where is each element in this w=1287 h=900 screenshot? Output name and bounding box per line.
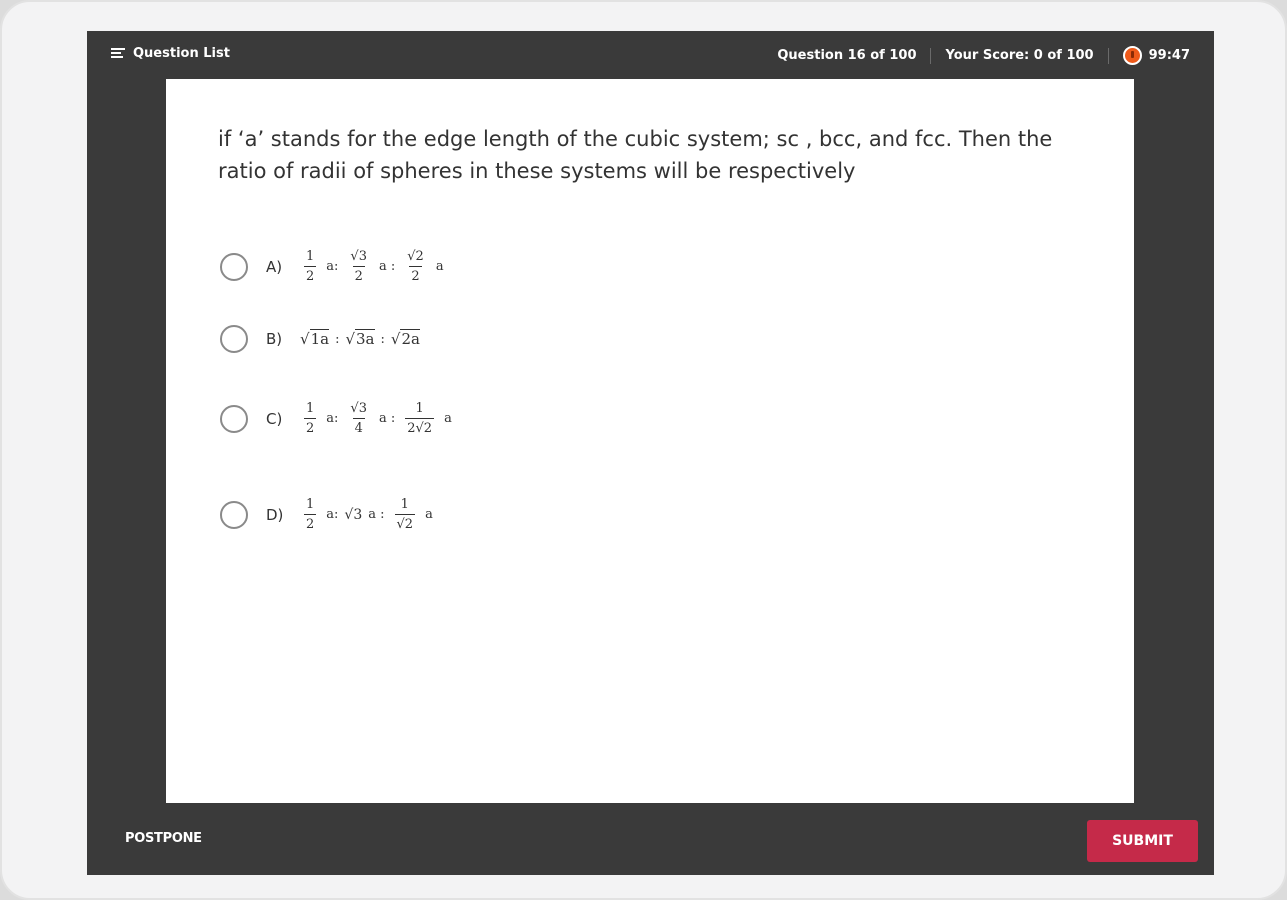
- radical: [391, 330, 420, 348]
- ratio-separator: :: [380, 331, 385, 347]
- fraction: [348, 401, 369, 436]
- radicand: 3a: [356, 330, 375, 348]
- bottom-bar: [87, 803, 1214, 875]
- fraction: [348, 249, 369, 284]
- radicand: 2a: [401, 330, 420, 348]
- fraction: [395, 497, 416, 532]
- numerator: 1: [306, 401, 315, 416]
- divider: [930, 48, 931, 64]
- fraction: [405, 401, 434, 436]
- ratio-separator: a :: [378, 259, 396, 274]
- ratio-separator: a: [435, 259, 444, 274]
- numerator: √3: [350, 401, 367, 416]
- status-area: [777, 46, 1190, 65]
- option-expression: [300, 401, 458, 436]
- divider: [1108, 48, 1109, 64]
- radio-button-icon[interactable]: [220, 253, 248, 281]
- option-a[interactable]: [220, 249, 450, 284]
- radical-term: √3: [344, 506, 363, 523]
- timer-value: 99:47: [1148, 48, 1190, 63]
- radio-button-icon[interactable]: [220, 325, 248, 353]
- ratio-separator: a: [425, 507, 433, 522]
- ratio-separator: a:: [326, 507, 339, 522]
- denominator: 2: [304, 266, 316, 284]
- question-list-label: Question List: [133, 46, 230, 61]
- denominator: 2: [304, 514, 316, 532]
- denominator: 2: [353, 266, 365, 284]
- ratio-separator: a :: [378, 411, 396, 426]
- timer: [1123, 46, 1190, 65]
- submit-button[interactable]: SUBMIT: [1087, 820, 1198, 862]
- postpone-button[interactable]: POSTPONE: [125, 831, 202, 846]
- option-letter: C): [266, 409, 283, 428]
- question-card: [166, 79, 1134, 803]
- numerator: 1: [306, 249, 315, 264]
- radio-button-icon[interactable]: [220, 501, 248, 529]
- radical: [345, 330, 374, 348]
- radicand: 1a: [310, 330, 330, 348]
- fraction: [304, 401, 316, 436]
- denominator: 2: [409, 266, 421, 284]
- ratio-separator: a: [444, 411, 452, 426]
- radical-sign: √: [345, 330, 356, 348]
- option-expression: [300, 497, 439, 532]
- numerator: 1: [415, 401, 424, 416]
- radio-button-icon[interactable]: [220, 405, 248, 433]
- option-letter: A): [266, 257, 283, 276]
- denominator: 4: [353, 418, 365, 436]
- option-b[interactable]: [220, 325, 420, 353]
- option-letter: B): [266, 330, 283, 348]
- option-letter: D): [266, 505, 284, 524]
- option-expression: [300, 330, 420, 348]
- ratio-separator: a:: [326, 411, 339, 426]
- numerator: √2: [407, 249, 424, 264]
- numerator: √3: [350, 249, 367, 264]
- question-text: if ‘a’ stands for the edge length of the cubic system; sc , bcc, and fcc. Then the ratio of radii of spheres in these systems will be respectively: [218, 127, 1053, 183]
- ratio-separator: a :: [368, 507, 385, 522]
- quiz-window: [87, 31, 1214, 875]
- radical-sign: √: [300, 330, 310, 348]
- ratio-separator: a:: [326, 259, 339, 274]
- stopwatch-icon: [1123, 46, 1142, 65]
- top-bar: [87, 31, 1214, 79]
- fraction: [405, 249, 426, 284]
- numerator: 1: [306, 497, 315, 512]
- question-progress: Question 16 of 100: [777, 48, 917, 63]
- radical: [300, 330, 329, 348]
- fraction: [304, 497, 316, 532]
- radical-sign: √: [390, 330, 401, 348]
- option-d[interactable]: [220, 497, 439, 532]
- fraction: [304, 249, 316, 284]
- denominator: √2: [395, 514, 416, 532]
- option-c[interactable]: [220, 401, 458, 436]
- numerator: 1: [400, 497, 409, 512]
- list-icon: [111, 48, 125, 59]
- question-list-button[interactable]: [111, 46, 230, 61]
- ratio-separator: :: [335, 331, 340, 347]
- score-display: Your Score: 0 of 100: [945, 48, 1094, 63]
- option-expression: [300, 249, 450, 284]
- denominator: 2√2: [405, 418, 434, 436]
- denominator: 2: [304, 418, 316, 436]
